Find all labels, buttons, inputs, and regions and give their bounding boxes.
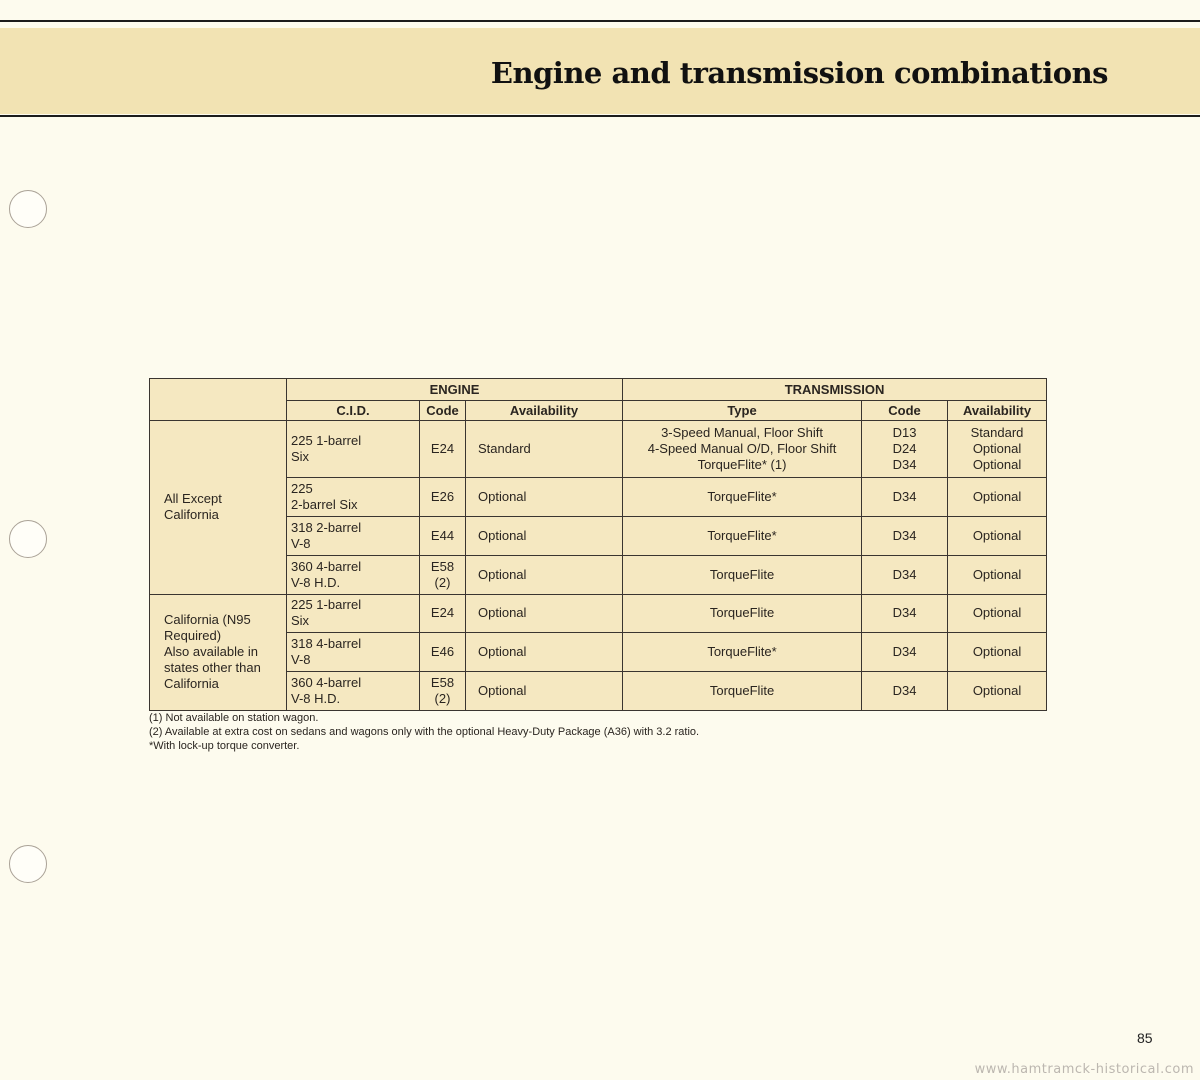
engine-group-header: ENGINE xyxy=(287,379,623,401)
transmission-availability-cell xyxy=(948,421,1047,478)
page-number: 85 xyxy=(1137,1030,1153,1046)
transmission-code-cell xyxy=(862,516,948,555)
cid-cell xyxy=(287,594,420,633)
footnotes xyxy=(149,711,699,753)
cell-line: E24 xyxy=(430,441,455,457)
cell-line: 2-barrel Six xyxy=(291,497,358,513)
engine-code-cell xyxy=(420,633,466,672)
transmission-code-cell xyxy=(862,478,948,517)
transmission-availability-cell xyxy=(948,516,1047,555)
footnote: *With lock-up torque converter. xyxy=(149,740,300,752)
cid-cell xyxy=(287,478,420,517)
cell-line: TorqueFlite* xyxy=(707,489,777,505)
engine-availability-column-header: Availability xyxy=(466,401,623,421)
transmission-availability-cell xyxy=(948,594,1047,633)
transmission-availability-cell xyxy=(948,672,1047,711)
cell-line: E58 xyxy=(430,675,455,691)
cell-line: Also available in xyxy=(164,644,258,660)
engine-transmission-table xyxy=(149,378,1047,711)
transmission-code-cell xyxy=(862,594,948,633)
engine-code-cell xyxy=(420,672,466,711)
transmission-group-header: TRANSMISSION xyxy=(623,379,1047,401)
cid-cell xyxy=(287,555,420,594)
transmission-code-cell xyxy=(862,421,948,478)
cell-line: California xyxy=(164,507,219,523)
engine-code-cell xyxy=(420,421,466,478)
transmission-type-cell xyxy=(623,633,862,672)
engine-code-cell xyxy=(420,516,466,555)
table-row xyxy=(150,594,1047,633)
cell-line: Standard xyxy=(970,425,1024,441)
cell-line: E26 xyxy=(430,489,455,505)
cell-line: D34 xyxy=(892,566,917,582)
binder-hole xyxy=(9,520,47,558)
cell-line: D34 xyxy=(892,457,917,473)
transmission-type-cell xyxy=(623,478,862,517)
binder-hole xyxy=(9,190,47,228)
engine-code-cell xyxy=(420,555,466,594)
transmission-code-cell xyxy=(862,555,948,594)
cell-line: 225 1-barrel xyxy=(291,597,362,613)
cell-line: Six xyxy=(291,449,310,465)
cid-cell xyxy=(287,421,420,478)
cell-line: Optional xyxy=(972,644,1022,660)
cell-line: Optional xyxy=(972,527,1022,543)
engine-availability-cell: Optional xyxy=(466,555,623,594)
transmission-type-cell xyxy=(623,672,862,711)
cell-line: TorqueFlite* xyxy=(707,527,777,543)
cell-line: TorqueFlite* xyxy=(707,644,777,660)
cell-line: 360 4-barrel xyxy=(291,558,362,574)
engine-availability-cell: Optional xyxy=(466,478,623,517)
cell-line: 360 4-barrel xyxy=(291,675,362,691)
cell-line: (2) xyxy=(434,691,451,707)
cell-line: V-8 H.D. xyxy=(291,691,341,707)
cid-cell xyxy=(287,633,420,672)
footnote: (1) Not available on station wagon. xyxy=(149,712,319,724)
engine-availability-cell: Optional xyxy=(466,594,623,633)
engine-code-cell xyxy=(420,594,466,633)
cell-line: D24 xyxy=(892,441,917,457)
cell-line: Optional xyxy=(972,605,1022,621)
engine-code-cell xyxy=(420,478,466,517)
cell-line: (2) xyxy=(434,574,451,590)
cell-line: California (N95 xyxy=(164,612,251,628)
cell-line: V-8 xyxy=(291,535,311,551)
region-cell xyxy=(150,421,287,595)
cell-line: TorqueFlite xyxy=(709,683,775,699)
cell-line: D34 xyxy=(892,644,917,660)
cell-line: D34 xyxy=(892,527,917,543)
transmission-availability-cell xyxy=(948,478,1047,517)
cell-line: E46 xyxy=(430,644,455,660)
cell-line: 4-Speed Manual O/D, Floor Shift xyxy=(647,441,837,457)
cell-line: Optional xyxy=(972,566,1022,582)
cell-line: V-8 xyxy=(291,652,311,668)
watermark: www.hamtramck-historical.com xyxy=(974,1062,1194,1077)
engine-availability-cell: Optional xyxy=(466,633,623,672)
transmission-type-column-header: Type xyxy=(623,401,862,421)
engine-code-column-header: Code xyxy=(420,401,466,421)
transmission-code-column-header: Code xyxy=(862,401,948,421)
cell-line: Optional xyxy=(972,489,1022,505)
cid-cell xyxy=(287,672,420,711)
cid-cell xyxy=(287,516,420,555)
cell-line: TorqueFlite* (1) xyxy=(697,457,787,473)
table-row xyxy=(150,421,1047,478)
transmission-availability-cell xyxy=(948,633,1047,672)
transmission-code-cell xyxy=(862,633,948,672)
cell-line: E24 xyxy=(430,605,455,621)
cell-line: D34 xyxy=(892,683,917,699)
cell-line: 225 xyxy=(291,481,313,497)
transmission-availability-cell xyxy=(948,555,1047,594)
cell-line: V-8 H.D. xyxy=(291,574,341,590)
cell-line: Six xyxy=(291,613,310,629)
cid-column-header: C.I.D. xyxy=(287,401,420,421)
cell-line: Optional xyxy=(972,441,1022,457)
cell-line: states other than xyxy=(164,660,261,676)
cell-line: 318 2-barrel xyxy=(291,519,362,535)
transmission-type-cell xyxy=(623,555,862,594)
binder-hole xyxy=(9,845,47,883)
transmission-type-cell xyxy=(623,516,862,555)
engine-availability-cell: Optional xyxy=(466,672,623,711)
cell-line: Required) xyxy=(164,628,222,644)
top-rule xyxy=(0,20,1200,22)
cell-line: Optional xyxy=(972,683,1022,699)
cell-line: E58 xyxy=(430,558,455,574)
footnote: (2) Available at extra cost on sedans and wagons only with the optional Heavy-Duty Package (A36) with 3.2 ratio. xyxy=(149,726,700,738)
cell-line: E44 xyxy=(430,527,455,543)
cell-line: D34 xyxy=(892,605,917,621)
cell-line: TorqueFlite xyxy=(709,566,775,582)
cell-line: TorqueFlite xyxy=(709,605,775,621)
region-cell xyxy=(150,594,287,710)
transmission-type-cell xyxy=(623,421,862,478)
transmission-type-cell xyxy=(623,594,862,633)
engine-availability-cell: Standard xyxy=(466,421,623,478)
engine-availability-cell: Optional xyxy=(466,516,623,555)
page-title: Engine and transmission combinations xyxy=(490,56,1108,90)
cell-line: 3-Speed Manual, Floor Shift xyxy=(661,425,823,441)
cell-line: D34 xyxy=(892,489,917,505)
header-blank-cell xyxy=(150,379,287,421)
header-rule xyxy=(0,115,1200,117)
transmission-code-cell xyxy=(862,672,948,711)
cell-line: Optional xyxy=(972,457,1022,473)
transmission-availability-column-header: Availability xyxy=(948,401,1047,421)
cell-line: All Except xyxy=(164,491,222,507)
cell-line: 225 1-barrel xyxy=(291,433,362,449)
cell-line: California xyxy=(164,676,219,692)
cell-line: D13 xyxy=(892,425,917,441)
cell-line: 318 4-barrel xyxy=(291,636,362,652)
